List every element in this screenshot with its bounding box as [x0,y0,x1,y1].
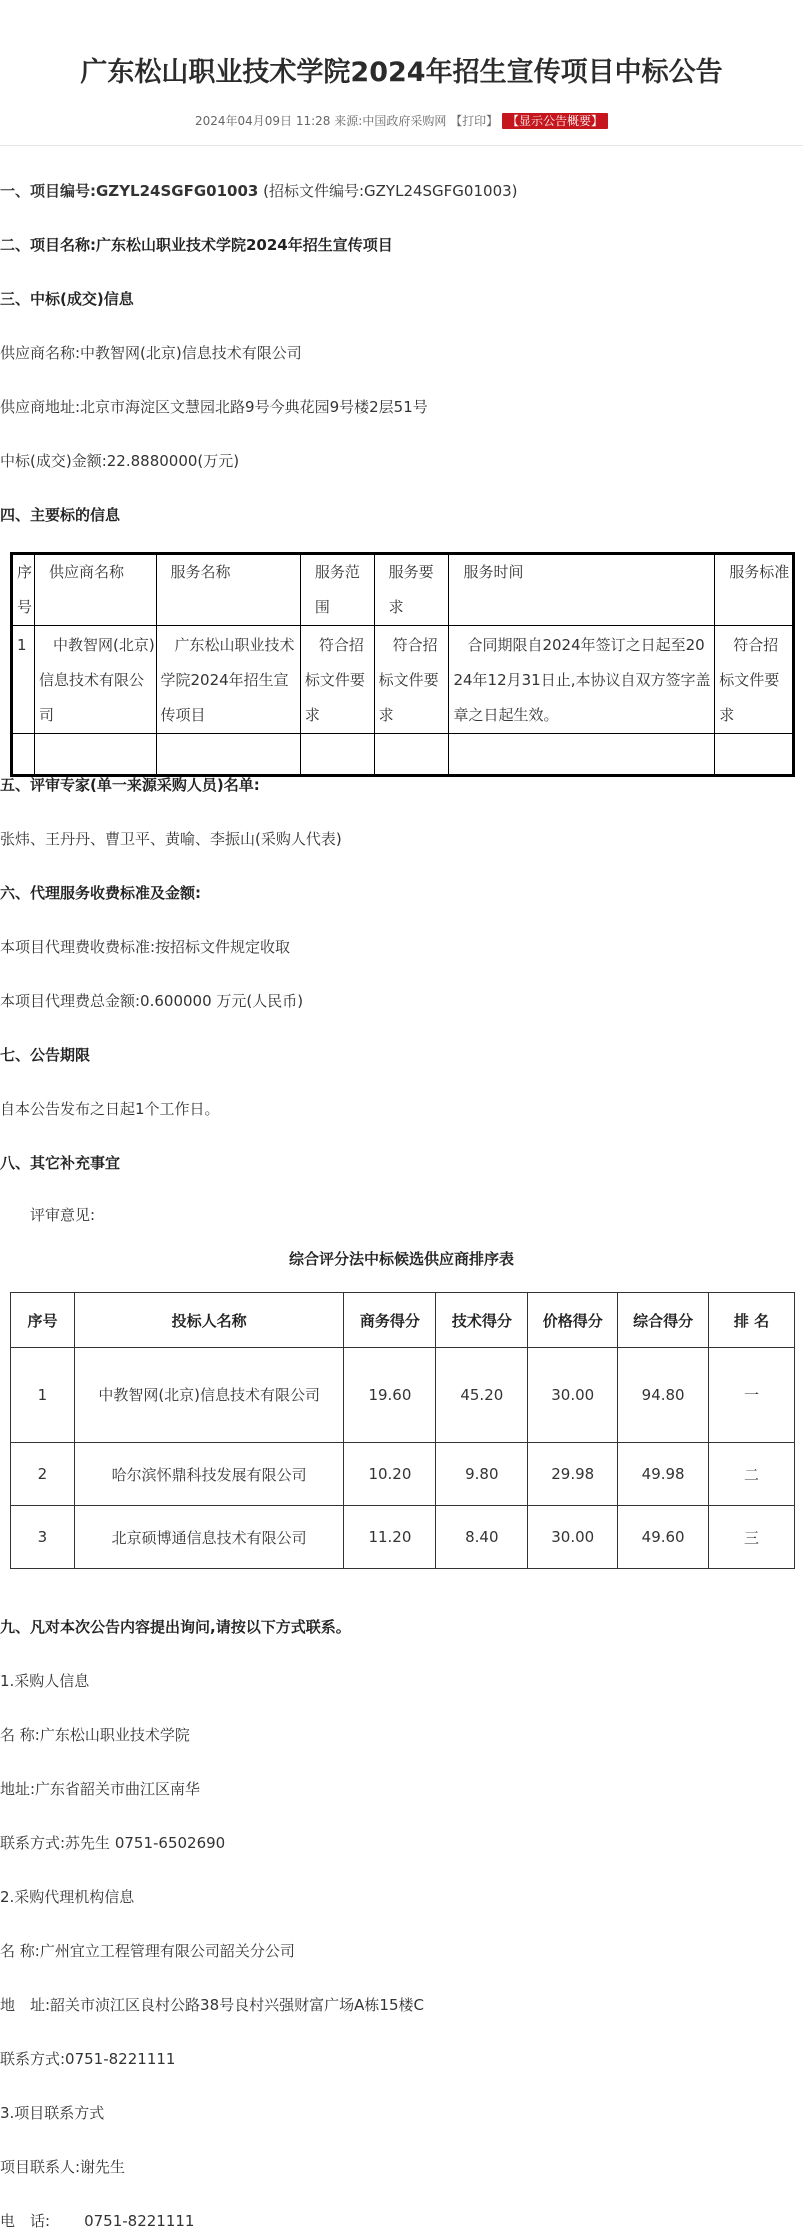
purchaser-address: 地址:广东省韶关市曲江区南华 [0,1780,201,1798]
table-header-cell: 服务要求 [374,554,449,626]
table-cell: 中教智网(北京)信息技术有限公司 [74,1348,344,1443]
table-cell [715,734,794,776]
table-cell: 30.00 [528,1348,618,1443]
purchaser-name: 名 称:广东松山职业技术学院 [0,1726,190,1744]
table-cell: 1 [12,626,35,734]
table-cell [34,734,156,776]
table-cell: 2 [11,1443,75,1506]
source-link[interactable]: 中国政府采购网 [362,114,447,128]
table-header-cell: 服务名称 [156,554,300,626]
agency-name: 名 称:广州宜立工程管理有限公司韶关分公司 [0,1942,295,1960]
experts-list: 张炜、王丹丹、曹卫平、黄喻、李振山(采购人代表) [0,830,342,848]
table-cell: 中教智网(北京)信息技术有限公司 [34,626,156,734]
project-number [0,180,518,201]
table-header-cell: 商务得分 [344,1293,436,1348]
table-header-cell: 投标人名称 [74,1293,344,1348]
section-main-subject: 四、主要标的信息 [0,506,121,524]
table-cell [300,734,374,776]
table-header-cell: 供应商名称 [34,554,156,626]
table-cell: 3 [11,1506,75,1569]
table-row-empty [12,734,794,776]
show-summary-button[interactable]: 【显示公告概要】 [502,113,608,129]
project-number-note: (招标文件编号:GZYL24SGFG01003) [263,182,518,200]
purchaser-contact: 联系方式:苏先生 0751-6502690 [0,1834,226,1852]
purchaser-info-title: 1.采购人信息 [0,1672,90,1690]
table-header-cell: 综合得分 [618,1293,709,1348]
project-number-label: 一、项目编号: [0,182,96,200]
section-experts: 五、评审专家(单一来源采购人员)名单: [0,776,260,794]
table-cell [12,734,35,776]
subject-table [10,552,795,777]
table-cell: 符合招标文件要求 [300,626,374,734]
table-header-cell: 序号 [11,1293,75,1348]
phone-label: 电 话: [0,2212,51,2230]
header-divider [0,145,803,146]
project-number-code: GZYL24SGFG01003 [96,182,259,200]
table-header-cell: 服务标准 [715,554,794,626]
table-cell [449,734,715,776]
agency-address: 地 址:韶关市浈江区良村公路38号良村兴强财富广场A栋15楼C [0,1996,424,2014]
section-agency-fee: 六、代理服务收费标准及金额: [0,884,201,902]
ranking-table [10,1292,795,1569]
table-cell: 9.80 [436,1443,528,1506]
section-contact: 九、凡对本次公告内容提出询问,请按以下方式联系。 [0,1618,351,1636]
review-opinion: 评审意见: [30,1206,96,1224]
table-cell: 二 [709,1443,795,1506]
table-cell: 合同期限自2024年签订之日起至2024年12月31日止,本协议自双方签字盖章之日起生效。 [449,626,715,734]
project-contact-phone [0,2210,194,2231]
table-cell [374,734,449,776]
table-cell: 1 [11,1348,75,1443]
table-cell: 11.20 [344,1506,436,1569]
table-header-cell: 排 名 [709,1293,795,1348]
print-link[interactable]: 【打印】 [450,114,499,128]
table-cell: 10.20 [344,1443,436,1506]
table-row [12,626,794,734]
table-cell: 三 [709,1506,795,1569]
phone-value: 0751-8221111 [84,2212,195,2230]
table-header-cell: 技术得分 [436,1293,528,1348]
table-header-cell: 价格得分 [528,1293,618,1348]
agency-contact: 联系方式:0751-8221111 [0,2050,176,2068]
table-header-cell: 服务范围 [300,554,374,626]
meta-bar [0,112,803,129]
table-header-cell: 序号 [12,554,35,626]
table-cell: 19.60 [344,1348,436,1443]
table-cell: 符合招标文件要求 [715,626,794,734]
table-header-row [11,1293,795,1348]
agency-info-title: 2.采购代理机构信息 [0,1888,135,1906]
notice-period: 自本公告发布之日起1个工作日。 [0,1100,220,1118]
project-contact-title: 3.项目联系方式 [0,2104,105,2122]
publish-date: 2024年04月09日 11:28 [194,114,331,128]
page-title: 广东松山职业技术学院2024年招生宣传项目中标公告 [80,57,723,88]
table-cell: 94.80 [618,1348,709,1443]
table-header-row [12,554,794,626]
award-amount: 中标(成交)金额:22.8880000(万元) [0,452,240,470]
table-cell: 广东松山职业技术学院2024年招生宣传项目 [156,626,300,734]
fee-standard: 本项目代理费收费标准:按招标文件规定收取 [0,938,291,956]
ranking-caption: 综合评分法中标候选供应商排序表 [288,1250,514,1268]
table-cell: 北京硕博通信息技术有限公司 [74,1506,344,1569]
project-contact-person: 项目联系人:谢先生 [0,2158,126,2176]
section-supplementary: 八、其它补充事宜 [0,1154,121,1172]
supplier-name: 供应商名称:中教智网(北京)信息技术有限公司 [0,344,302,362]
table-row [11,1443,795,1506]
table-cell: 49.98 [618,1443,709,1506]
table-header-cell: 服务时间 [449,554,715,626]
table-cell: 29.98 [528,1443,618,1506]
table-cell: 45.20 [436,1348,528,1443]
table-cell: 哈尔滨怀鼎科技发展有限公司 [74,1443,344,1506]
section-award-info: 三、中标(成交)信息 [0,290,134,308]
project-name: 二、项目名称:广东松山职业技术学院2024年招生宣传项目 [0,236,393,254]
table-cell: 30.00 [528,1506,618,1569]
table-cell: 49.60 [618,1506,709,1569]
table-cell: 一 [709,1348,795,1443]
table-cell: 符合招标文件要求 [374,626,449,734]
fee-total: 本项目代理费总金额:0.600000 万元(人民币) [0,992,304,1010]
table-row [11,1348,795,1443]
table-cell: 8.40 [436,1506,528,1569]
table-cell [156,734,300,776]
source-label: 来源: [334,114,363,128]
table-row [11,1506,795,1569]
supplier-address: 供应商地址:北京市海淀区文慧园北路9号今典花园9号楼2层51号 [0,398,428,416]
section-notice-period: 七、公告期限 [0,1046,91,1064]
